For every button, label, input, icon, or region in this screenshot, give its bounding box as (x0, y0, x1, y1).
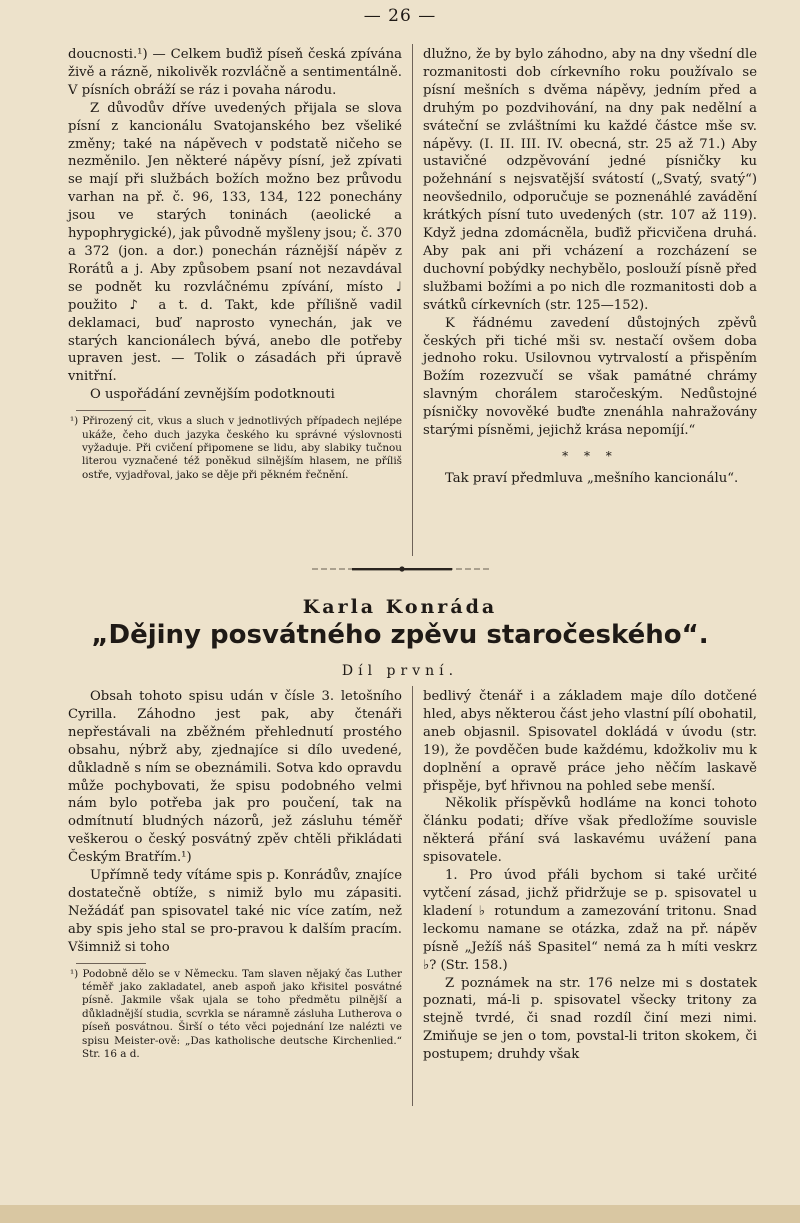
article-author: Karla Konráda (302, 596, 498, 618)
paragraph: K řádnému zavedení důstojných zpěvů českých při tiché mši sv. nestačí ovšem doba jednoho roku. Usilovnou vytrvalostí a přispěním Božím rozezvučí se však památné chrámy slavným chorálem staročeským. Nedůstojné písničky novověké buďte znenáhla nahražovány starými písněmi, jejichž krása nepomíjí.“ (423, 315, 757, 439)
column-divider (412, 44, 413, 556)
column-upper-left (68, 46, 402, 482)
column-lower-right (423, 688, 757, 1064)
paragraph: Upřímně tedy vítáme spis p. Konrádův, znajíce dostatečně obtíže, s nimiž bylo mu zápasiti. Nežádáť pan spisovatel také nic více zatím, než aby spis jeho stal se pro-pravou k dalším pracím. Všimniž si toho (68, 868, 402, 955)
article-title: „Dějiny posvátného zpěvu staročeského“. (91, 620, 709, 650)
part-heading: Díl první. (341, 663, 459, 679)
footnote-rule (76, 410, 146, 411)
paragraph: Několik příspěvků hodláme na konci tohoto článku podati; dříve však předložíme souvisle některá přání svá laskavému uvážení pana spisovatele. (423, 796, 757, 866)
footnote (68, 415, 402, 482)
footnote (68, 968, 402, 1062)
ornamental-divider (312, 566, 492, 572)
closing-line: Tak praví předmluva „mešního kancionálu“. (445, 470, 739, 486)
paragraph: dlužno, že by bylo záhodno, aby na dny všední dle rozmanitosti dob církevního roku používalo se písní mešních s dvěma nápěvy, jedním před a druhým po pozdvihování, na dny pak nedělní a sváteční se zvláštními ku každé částce mše sv. nápěvy. (I. II. III. IV. obecná, str. 25 až 71.) Aby ustavičné odzpěvování jedné písničky ku požehnání s nejsvatější svátostí („Svatý, svatý“) neovšednilo, odporučuje se poznenáhlé zavádění krátkých písní tuto uvedených (str. 107 až 119). Když jedna zdomácněla, buďiž přicvičena druhá. Aby pak ani při vcházení a rozcházení se duchovní pobýdky nechybělo, poslouží písně před službami božími a po nich dle rozmanitosti dob a svátků církevních (str. 125—152). (423, 47, 757, 313)
footnote-text: ¹) Přirozený cit, vkus a sluch v jednotlivých případech nejlépe ukáže, čeho duch jazyka českého ku správné výslovnosti vyžaduje. Při cvičení připomene se lidu, aby slabiky tučnou literou vyznačené též poněkud silnějším hlasem, ne příliš ostře, vyjadřoval, jako se děje při pěkném řečnění. (70, 415, 402, 481)
column-divider (412, 686, 413, 1106)
paragraph: O uspořádání zevnějším podotknouti (90, 387, 335, 403)
page-edge (0, 1205, 800, 1223)
paragraph: Obsah tohoto spisu udán v čísle 3. letošního Cyrilla. Záhodno jest pak, aby čtenáři nepřestávali na zběžném přehlednutí prostého obsahu, nýbrž aby, zjednajíce si dílo uvedené, důkladně s ním se obeznámili. Sotva kdo opravdu může pochybovati, že spisu podobného velmi nám bylo potřeba jak pro poučení, tak na odmítnutí bludných názorů, jež zásluhu téměř veškerou o český posvátný zpěv chtěli přikládati Českým Bratřím.¹) (68, 689, 402, 866)
paragraph: Z poznámek na str. 176 nelze mi s dostatek poznati, má-li p. spisovatel všecky tritony za stejně tvrdé, či snad rozdíl činí mezi nimi. Zmiňuje se jen o tom, povstal-li triton skokem, či postupem; druhdy však (423, 975, 757, 1063)
column-lower-left (68, 688, 402, 1061)
footnote-text: ¹) Podobně dělo se v Německu. Tam slaven nějaký čas Luther téměř jako zakladatel, aneb aspoň jako křisitel posvátné písně. Jakmile však ujala se toho předmětu pilnější a důkladnější studia, scvrkla se náramně zásluha Lutherova o píseň posvátnou. Širší o této věci pojednání lze nalézti ve spisu Meister-ově: „Das katholische deutsche Kirchenlied.“ Str. 16 a d. (70, 967, 402, 1061)
column-upper-right (423, 46, 757, 488)
paragraph: Z důvodův dříve uvedených přijala se slova písní z kancionálu Svatojanského bez všeliké změny; také na nápěvech v podstatě ničeho se nezměnilo. Jen některé nápěvy písní, jež zpívati se mají při službách božích možno bez průvodu varhan na př. č. 96, 133, 134, 122 ponechány jsou ve starých toninách (aeolické a hypophrygické), jak původně myšleny jsou; č. 370 a 372 (jon. a dor.) ponechán ráznější nápěv z Rorátů a j. Aby způsobem psaní not nezavdával se podnět ku rozvláčnému zpívání, místo ♩ použito ♪ a t. d. Takt, kde přílišně vadil deklamaci, buď naprosto vynechán, jak ve starých kancionálech bývá, anebo dle potřeby upraven jest. — Tolik o zásadách při úpravě vnitřní. (68, 100, 402, 385)
paragraph: bedlivý čtenář i a základem maje dílo dotčené hled, abys některou část jeho vlastní pílí obohatil, aneb objasnil. Spisovatel dokládá v úvodu (str. 19), že povděčen bude každému, kdožkoliv mu k doplnění a opravě práce jeho něčím laskavě přispěje, byť hřivnou na pohled sebe menší. (423, 689, 757, 794)
paragraph: doucnosti.¹) — Celkem buďiž píseň česká zpívána živě a ráznĕ, nikolivěk rozvláčně a sentimentálně. V písních obráží se ráz i povaha národu. (68, 47, 402, 98)
page-number: — 26 — (363, 6, 437, 26)
footnote-rule (76, 963, 146, 964)
paragraph: 1. Pro úvod přáli bychom si také určité vytčení zásad, jichž přidržuje se p. spisovatel u kladení ♭ rotundum a zamezování tritonu. Snad leckomu namane se otázka, zdaž na př. nápěv písně „Ježíš náš Spasitel“ nemá za h míti veskrz ♭? (Str. 158.) (423, 868, 757, 973)
section-stars: * * * (562, 448, 618, 463)
